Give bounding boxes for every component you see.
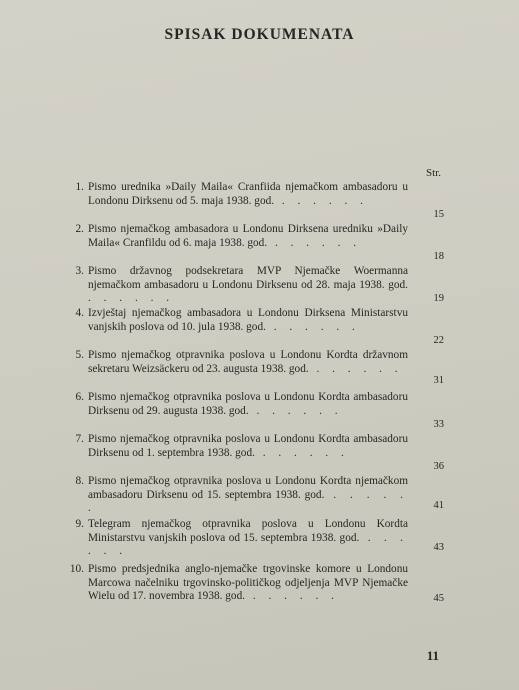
leader-dots: . . . . . . [88, 292, 175, 304]
entry-text: Pismo njemačkog otpravnika poslova u Londonu Kordta ambasadoru Dirksenu od 1. septembra 1938. god. . . . . . . [88, 433, 408, 459]
leader-dots: . . . . . . [274, 194, 368, 207]
entry-number: 3. [75, 265, 84, 277]
leader-dots: . . . . . . [265, 320, 360, 333]
entry-number: 10. [69, 563, 84, 575]
entry-number: 6. [75, 391, 84, 403]
entry-page: 36 [433, 461, 444, 472]
entry-number: 5. [75, 349, 84, 361]
entry-text: Pismo njemačkog otpravnika poslova u Londonu Kordta ambasadoru Dirksenu od 29. augusta 1938. god. . . . . . . [88, 391, 408, 417]
leader-dots: . . . . . . [254, 446, 349, 459]
entry-text: Pismo njemačkog otpravnika poslova u Londonu Kordta državnom sekretaru Weizsäckeru od 23. augusta 1938. god. . . . . . . [88, 349, 408, 375]
entry-number: 9. [75, 518, 84, 530]
entry-page: 41 [433, 500, 444, 511]
entry-page: 33 [433, 419, 444, 430]
entry-text: Izvještaj njemačkog ambasadora u Londonu Dirksena Ministarstvu vanjskih poslova od 10. jula 1938. god. . . . . . . [88, 307, 408, 333]
entry-number: 2. [75, 223, 84, 235]
entry-text: Pismo njemačkog ambasadora u Londonu Dirksena uredniku »Daily Maila« Cranfildu od 6. maja 1938. god. . . . . . . [88, 223, 408, 249]
entry-number: 7. [75, 433, 84, 445]
leader-dots: . . . . . . [308, 362, 403, 375]
entry-page: 19 [433, 293, 444, 304]
entry-text: Telegram njemačkog otpravnika poslova u Londonu Kordta Ministarstvu vanjskih poslova od 15. septembra 1938. god. . . . . . . [88, 518, 408, 557]
leader-dots: . . . . . . [267, 236, 362, 249]
entry-number: 8. [75, 475, 84, 487]
entry-number: 1. [75, 181, 84, 193]
leader-dots: . . . . . . [248, 404, 343, 417]
entry-text: Pismo državnog podsekretara MVP Njemačke Woermanna njemačkom ambasadoru u Londonu Dirksenu od 28. maja 1938. god. . . . . . . [88, 265, 408, 304]
page-title: SPISAK DOKUMENATA [164, 26, 355, 43]
leader-dots: . . . . . . [88, 531, 408, 557]
page-column-label: Str. [426, 167, 441, 179]
entry-text: Pismo predsjednika anglo-njemačke trgovinske komore u Londonu Marcowa načelniku trgovinsko-političkog odjeljenja MVP Njemačke Wielu od 17. novembra 1938. god. . . . . . . [88, 563, 408, 602]
entry-page: 15 [433, 209, 444, 220]
entry-page: 43 [433, 542, 444, 553]
entry-number: 4. [75, 307, 84, 319]
entry-page: 18 [433, 251, 444, 262]
leader-dots: . . . . . . [88, 488, 408, 514]
page-number: 11 [426, 648, 439, 663]
entry-text: Pismo urednika »Daily Maila« Cranfiida njemačkom ambasadoru u Londonu Dirksenu od 5. maja 1938. god. . . . . . . [88, 181, 408, 207]
entry-page: 45 [433, 593, 444, 604]
entry-page: 22 [433, 335, 444, 346]
entry-page: 31 [433, 375, 444, 386]
leader-dots: . . . . . . [245, 590, 339, 602]
entry-text: Pismo njemačkog otpravnika poslova u Londonu Kordta njemačkom ambasadoru Dirksenu od 15. septembra 1938. god. . . . . . . [88, 475, 408, 514]
